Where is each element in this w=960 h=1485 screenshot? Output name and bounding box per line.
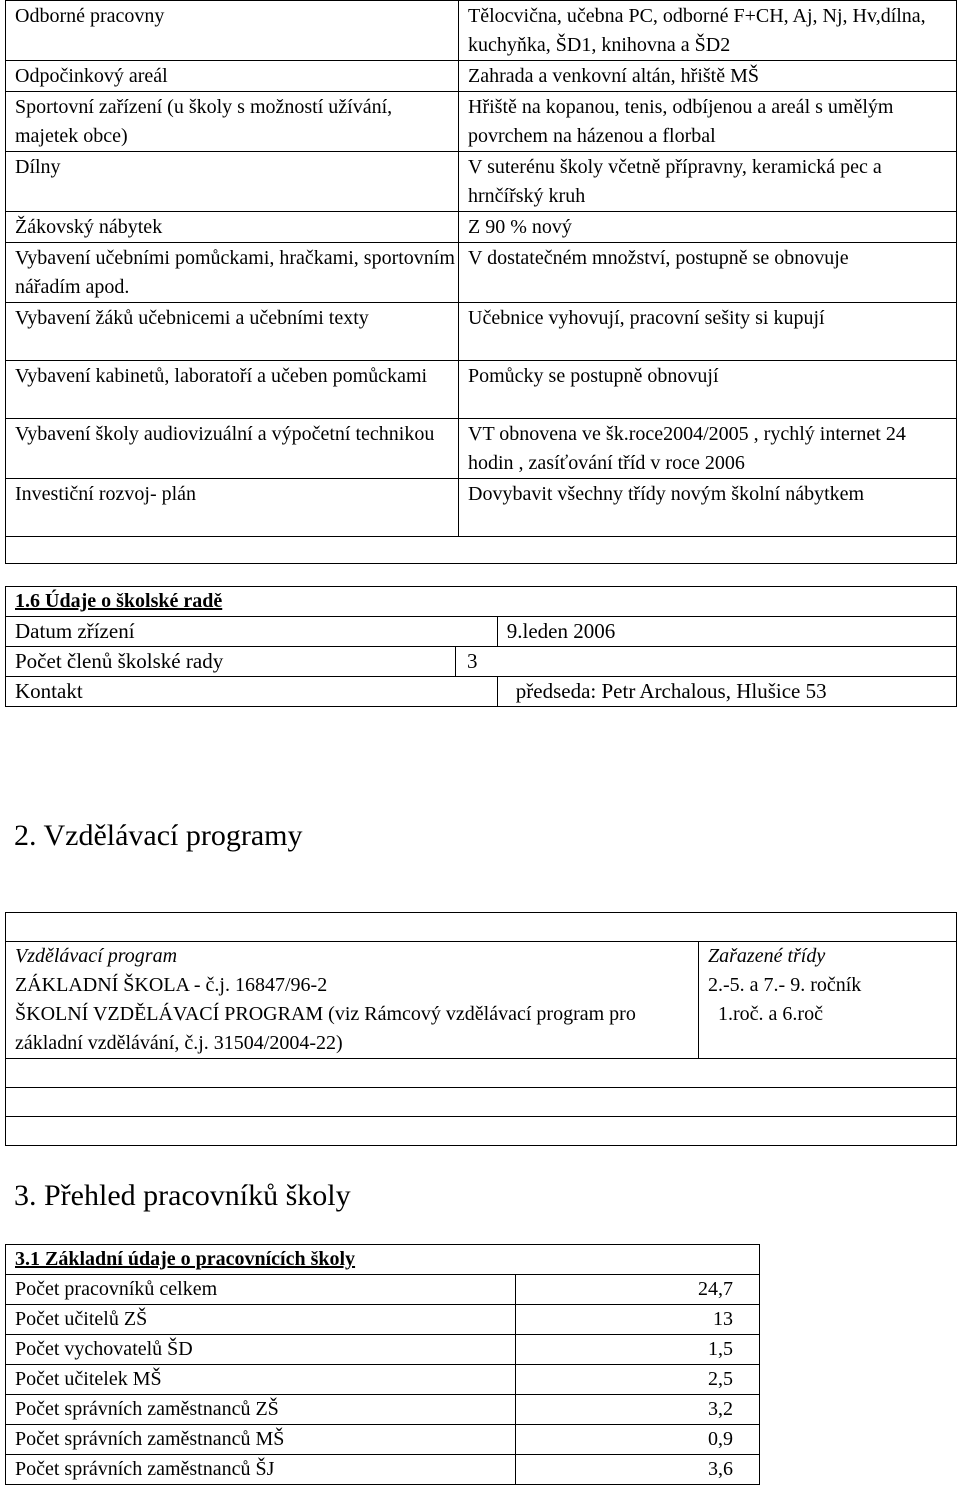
facility-value: Dovybavit všechny třídy novým školní nábytkem <box>459 479 957 537</box>
table-row <box>6 361 957 419</box>
empty-row <box>6 537 957 564</box>
staff-label: Počet správních zaměstnanců MŠ <box>6 1425 516 1455</box>
table-heading-row <box>6 587 957 617</box>
facility-label: Sportovní zařízení (u školy s možností užívání, majetek obce) <box>6 92 459 152</box>
table-row <box>6 1335 760 1365</box>
table-row <box>6 942 957 1059</box>
staff-value: 3,6 <box>516 1455 760 1485</box>
table-row <box>6 92 957 152</box>
board-label: Počet členů školské rady <box>6 647 456 677</box>
board-value: 9.leden 2006 <box>497 617 956 647</box>
facility-label: Vybavení školy audiovizuální a výpočetní technikou <box>6 419 459 479</box>
table-heading-row <box>6 1245 760 1275</box>
table-row <box>6 303 957 361</box>
staff-value: 1,5 <box>516 1335 760 1365</box>
empty-row <box>6 1117 957 1146</box>
board-label: Kontakt <box>6 677 498 707</box>
facility-value: Tělocvična, učebna PC, odborné F+CH, Aj, Nj, Hv,dílna, kuchyňka, ŠD1, knihovna a ŠD2 <box>459 1 957 61</box>
facility-label: Dílny <box>6 152 459 212</box>
facility-value: V suterénu školy včetně přípravny, keramická pec a hrnčířský kruh <box>459 152 957 212</box>
table-row <box>6 419 957 479</box>
programs-table <box>5 912 957 1146</box>
table-row <box>6 1305 760 1335</box>
table-row <box>6 479 957 537</box>
board-label: Datum zřízení <box>6 617 498 647</box>
table-row <box>6 1 957 61</box>
facility-label: Vybavení kabinetů, laboratoří a učeben pomůckami <box>6 361 459 419</box>
school-board-table <box>5 586 957 707</box>
staff-value: 0,9 <box>516 1425 760 1455</box>
facility-value: Hřiště na kopanou, tenis, odbíjenou a areál s umělým povrchem na házenou a florbal <box>459 92 957 152</box>
empty-row <box>6 1088 957 1117</box>
section-heading-programs: 2. Vzdělávací programy <box>14 819 303 852</box>
facility-label: Vybavení učebními pomůckami, hračkami, sportovním nářadím apod. <box>6 243 459 303</box>
facility-value: Pomůcky se postupně obnovují <box>459 361 957 419</box>
staff-label: Počet vychovatelů ŠD <box>6 1335 516 1365</box>
table-row <box>6 1395 760 1425</box>
program-cell <box>6 942 699 1059</box>
table-row <box>6 1275 760 1305</box>
staff-label: Počet učitelů ZŠ <box>6 1305 516 1335</box>
table-row <box>6 1455 760 1485</box>
empty-row <box>6 1059 957 1088</box>
facility-label: Vybavení žáků učebnicemi a učebními texty <box>6 303 459 361</box>
program-classes: 2.-5. a 7.- 9. ročník <box>708 974 862 996</box>
staff-label: Počet učitelek MŠ <box>6 1365 516 1395</box>
table-row <box>6 617 957 647</box>
table-row <box>6 212 957 243</box>
staff-label: Počet správních zaměstnanců ZŠ <box>6 1395 516 1425</box>
staff-table <box>5 1244 760 1485</box>
board-value: 3 <box>456 647 957 677</box>
classes-cell <box>699 942 957 1059</box>
facility-label: Žákovský nábytek <box>6 212 459 243</box>
staff-value: 13 <box>516 1305 760 1335</box>
staff-value: 3,2 <box>516 1395 760 1425</box>
staff-subheading: 3.1 Základní údaje o pracovnících školy <box>6 1245 760 1275</box>
section-heading-staff: 3. Přehled pracovníků školy <box>14 1179 351 1212</box>
table-row <box>6 1425 760 1455</box>
table-row <box>6 152 957 212</box>
column-header-program: Vzdělávací program <box>15 945 178 967</box>
board-heading: 1.6 Údaje o školské radě <box>6 587 957 617</box>
staff-value: 24,7 <box>516 1275 760 1305</box>
staff-label: Počet pracovníků celkem <box>6 1275 516 1305</box>
table-row <box>6 1365 760 1395</box>
facility-value: VT obnovena ve šk.roce2004/2005 , rychlý internet 24 hodin , zasíťování tříd v roce 2006 <box>459 419 957 479</box>
board-value: předseda: Petr Archalous, Hlušice 53 <box>497 677 956 707</box>
table-row <box>6 677 957 707</box>
table-row <box>6 243 957 303</box>
facility-value: Z 90 % nový <box>459 212 957 243</box>
column-header-classes: Zařazené třídy <box>708 945 826 967</box>
program-name: ŠKOLNÍ VZDĚLÁVACÍ PROGRAM (viz Rámcový vzdělávací program pro základní vzdělávání, č.j. 31504/2004-22) <box>15 1003 636 1054</box>
facility-value: Zahrada a venkovní altán, hřiště MŠ <box>459 61 957 92</box>
table-row <box>6 647 957 677</box>
empty-row <box>6 913 957 942</box>
staff-value: 2,5 <box>516 1365 760 1395</box>
facility-value: V dostatečném množství, postupně se obnovuje <box>459 243 957 303</box>
staff-label: Počet správních zaměstnanců ŠJ <box>6 1455 516 1485</box>
program-classes: 1.roč. a 6.roč <box>718 1003 823 1025</box>
table-row <box>6 61 957 92</box>
program-name: ZÁKLADNÍ ŠKOLA - č.j. 16847/96-2 <box>15 974 328 996</box>
facility-label: Odborné pracovny <box>6 1 459 61</box>
facility-label: Odpočinkový areál <box>6 61 459 92</box>
facility-label: Investiční rozvoj- plán <box>6 479 459 537</box>
facilities-table <box>5 0 957 564</box>
facility-value: Učebnice vyhovují, pracovní sešity si kupují <box>459 303 957 361</box>
